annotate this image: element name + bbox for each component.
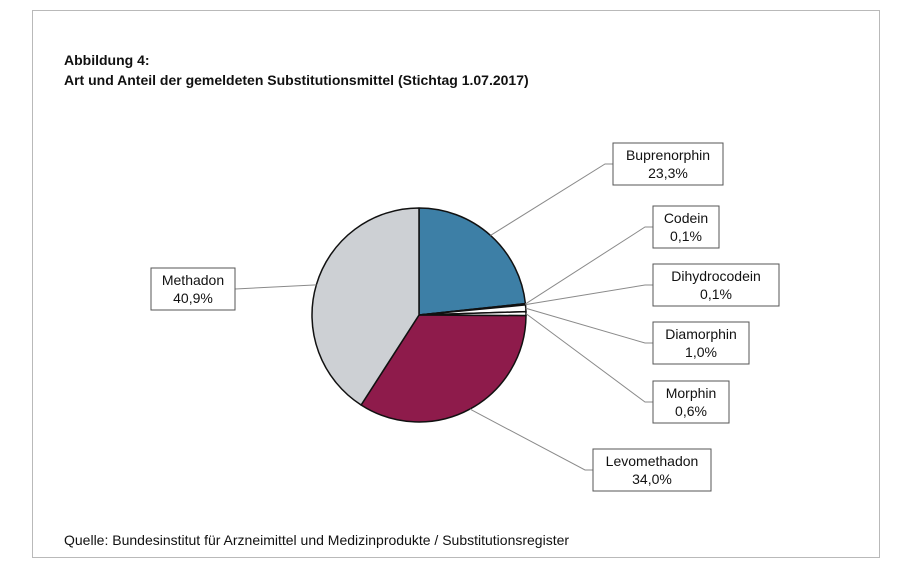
- figure-label: Abbildung 4:: [64, 52, 150, 68]
- slice-name-label: Levomethadon: [605, 453, 699, 469]
- leader-line-dihydrocodein: [525, 285, 653, 305]
- slice-value-label: 0,6%: [675, 403, 707, 419]
- slice-value-label: 0,1%: [700, 286, 732, 302]
- slice-value-label: 40,9%: [173, 290, 213, 306]
- leader-line-methadon: [235, 285, 316, 289]
- slice-name-label: Codein: [663, 210, 709, 226]
- slice-name-label: Morphin: [665, 385, 717, 401]
- leader-line-codein: [525, 227, 653, 304]
- leader-line-diamorphin: [526, 308, 653, 343]
- leader-line-buprenorphin: [491, 164, 613, 235]
- slice-value-label: 34,0%: [632, 471, 672, 487]
- slice-value-label: 23,3%: [648, 165, 688, 181]
- slice-name-label: Dihydrocodein: [671, 268, 761, 284]
- slice-value-label: 0,1%: [670, 228, 702, 244]
- slice-name-label: Methadon: [161, 272, 225, 288]
- slice-name-label: Buprenorphin: [625, 147, 711, 163]
- leader-line-levomethadon: [470, 409, 593, 470]
- figure-title: Art und Anteil der gemeldeten Substitutionsmittel (Stichtag 1.07.2017): [64, 72, 529, 88]
- slice-value-label: 1,0%: [685, 344, 717, 360]
- pie-slices: [312, 208, 526, 422]
- slice-name-label: Diamorphin: [665, 326, 737, 342]
- source-note: Quelle: Bundesinstitut für Arzneimittel und Medizinprodukte / Substitutionsregister: [64, 532, 570, 548]
